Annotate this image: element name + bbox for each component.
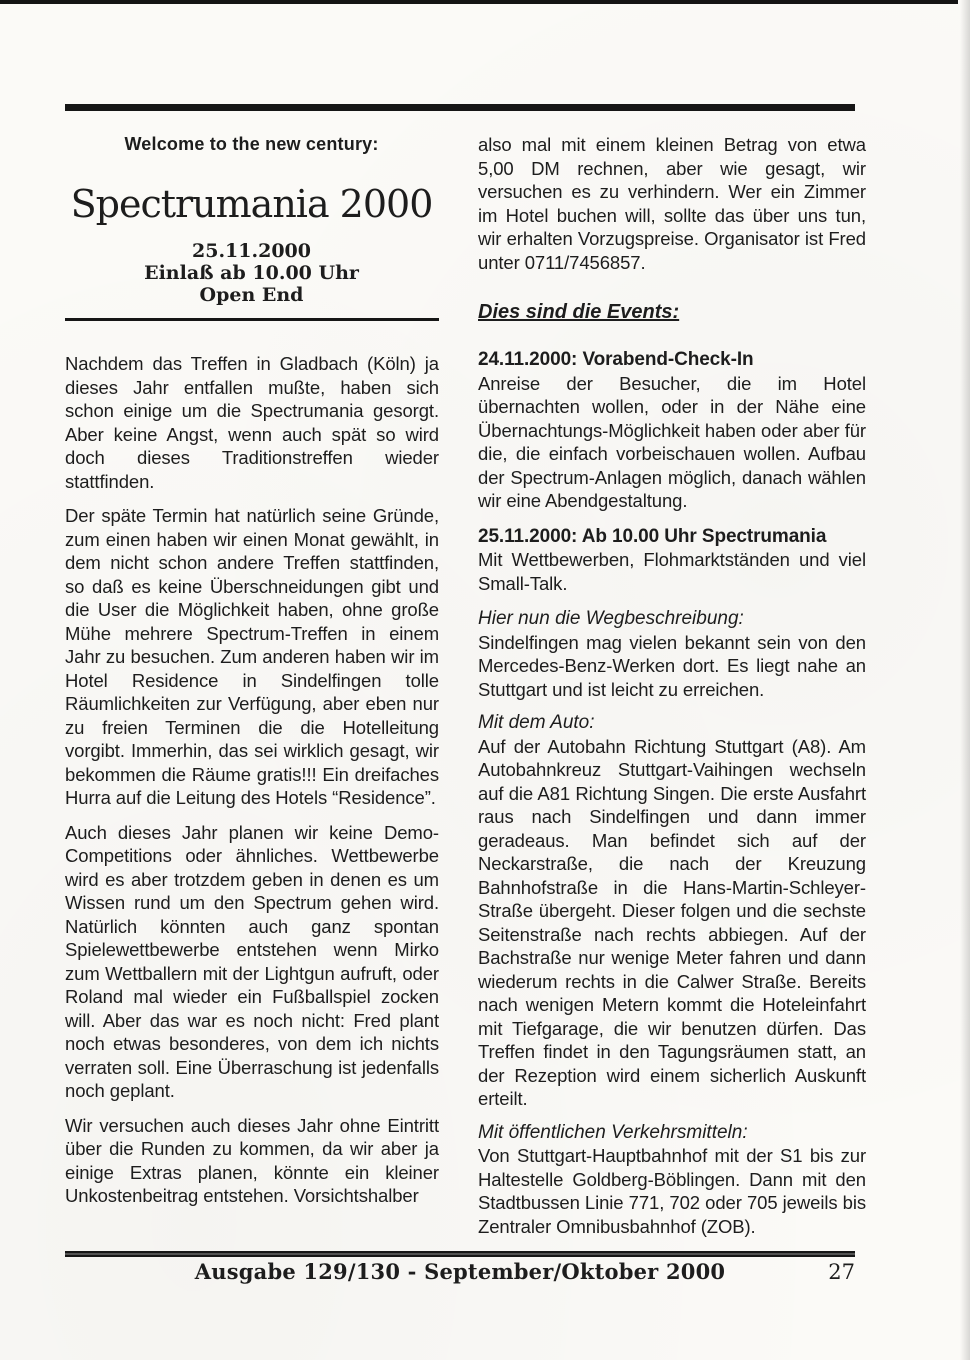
body-paragraph: also mal mit einem kleinen Betrag von etwa 5,00 DM rechnen, aber wie gesagt, wir versuchen es zu verhindern. Wer ein Zimmer im Hotel buchen will, sollte das über uns tun, wir erhalten Vorzugspreise. Organisator ist Fred unter 0711/7456857. bbox=[478, 134, 866, 273]
body-paragraph: Nachdem das Treffen in Gladbach (Köln) ja dieses Jahr entfallen mußte, haben sich schon einige um die Spectrumania gesorgt. Aber keine Angst, wenn auch spät so wird doch dieses Traditionstreffen wieder stattfinden. bbox=[65, 353, 439, 492]
right-column bbox=[478, 133, 866, 1238]
directions-item bbox=[478, 607, 866, 701]
directions-text: Auf der Autobahn Richtung Stuttgart (A8). Am Autobahnkreuz Stuttgart-Vaihingen wechseln auf die A81 Richtung Singen. Die erste Ausfahrt raus nach Sindelfingen und dann immer geradeaus. Man befindet sich auf der Neckarstraße, die nach der Kreuzung Bahnhofstraße in die Hans-Martin-Schleyer-Straße übergeht. Dieser folgen und die sechste Seitenstraße nach rechts abbiegen. Auf der Bachstraße nur wenige Meter fahren und dann wiederum rechts in die Calwer Straße. Bereits nach wenigen Metern kommt die Hoteleinfahrt mit Tiefgarage, die wir benutzen dürfen. Das Treffen findet in den Tagungsräumen statt, an der Rezeption wird einem sicherlich Auskunft erteilt. bbox=[478, 735, 866, 1109]
footer-rule bbox=[65, 1251, 855, 1257]
event-description: Mit Wettbewerben, Flohmarktständen und viel Small-Talk. bbox=[478, 549, 866, 594]
header-divider-rule bbox=[65, 318, 439, 321]
event-title: 25.11.2000: Ab 10.00 Uhr Spectrumania bbox=[478, 525, 827, 547]
directions-item bbox=[478, 1121, 866, 1239]
event-title: 24.11.2000: Vorabend-Check-In bbox=[478, 349, 754, 370]
article-header bbox=[64, 134, 439, 306]
top-rule bbox=[65, 104, 855, 111]
directions-text: Von Stuttgart-Hauptbahnhof mit der S1 bis zur Haltestelle Goldberg-Böblingen. Dann mit den Stadtbussen Linie 771, 702 oder 705 jeweils bis Zentraler Omnibusbahnhof (ZOB). bbox=[478, 1145, 866, 1237]
event-date: 25.11.2000 bbox=[192, 240, 311, 262]
page-number: 27 bbox=[828, 1260, 855, 1284]
body-paragraph: Wir versuchen auch dieses Jahr ohne Eintritt über die Runden zu kommen, da wir aber ja einige Extras planen, könnte ein kleiner Unkostenbeitrag entstehen. Vorsichtshalber bbox=[65, 1114, 439, 1206]
issue-line: Ausgabe 129/130 - September/Oktober 2000 bbox=[194, 1259, 726, 1284]
page-footer bbox=[65, 1260, 855, 1286]
scan-top-edge bbox=[0, 0, 958, 4]
body-paragraph: Auch dieses Jahr planen wir keine Demo-Competitions oder ähnliches. Wettbewerbe wird es aber trotzdem geben in denen es um Wissen rund um den Spectrum gehen wird. Natürlich könnten auch ganz spontan Spielewettbewerbe entstehen wenn Mirko zum Wettballern mit der Lightgun aufruft, oder Roland mal wieder ein Fußballspiel zocken will. Aber das war es noch nicht: Fred plant noch etwas besonderes, von dem ich nichts verraten soll. Eine Überraschung ist jedenfalls noch geplant. bbox=[65, 821, 439, 1101]
body-paragraph: Der späte Termin hat natürlich seine Gründe, zum einen haben wir einen Monat gewählt, in dem nicht schon andere Treffen stattfinden, so daß es keine Überschneidungen gibt und die User die Möglichkeit haben, ohne große Mühe mehrere Spectrum-Treffen in einem Jahr zu besuchen. Zum anderen haben wir im Hotel Residence in Sindelfingen tolle Räumlichkeiten zur Verfügung, aber eben nur zu freien Terminen die die Hotelleitung vorgibt. Immerhin, das sei wirklich gesagt, wir bekommen die Räume gratis!!! Ein dreifaches Hurra auf die Leitung des Hotels “Residence”. bbox=[65, 505, 439, 808]
directions-heading: Mit dem Auto: bbox=[478, 712, 595, 733]
event-item bbox=[478, 525, 866, 596]
article-kicker: Welcome to the new century: bbox=[124, 134, 379, 154]
left-column bbox=[65, 352, 439, 1219]
directions-text: Sindelfingen mag vielen bekannt sein von den Mercedes-Benz-Werken dort. Es liegt nahe an Stuttgart und ist leicht zu erreichen. bbox=[478, 631, 866, 700]
directions-heading: Hier nun die Wegbeschreibung: bbox=[478, 608, 744, 629]
open-end: Open End bbox=[199, 284, 304, 306]
event-date-block bbox=[64, 240, 439, 306]
admission-time: Einlaß ab 10.00 Uhr bbox=[144, 262, 359, 284]
article-title: Spectrumania 2000 bbox=[70, 182, 433, 226]
directions-item bbox=[478, 711, 866, 1111]
events-heading: Dies sind die Events: bbox=[478, 301, 680, 323]
event-item bbox=[478, 348, 866, 513]
event-description: Anreise der Besucher, die im Hotel übernachten wollen, oder in der Nähe eine Übernachtungs-Möglichkeit haben oder aber für die, die einfach vorbeischauen wollen. Aufbau der Spectrum-Anlagen möglich, danach wählen wir eine Abendgestaltung. bbox=[478, 372, 866, 511]
scan-right-edge bbox=[960, 0, 970, 1360]
directions-heading: Mit öffentlichen Verkehrsmitteln: bbox=[478, 1121, 748, 1143]
